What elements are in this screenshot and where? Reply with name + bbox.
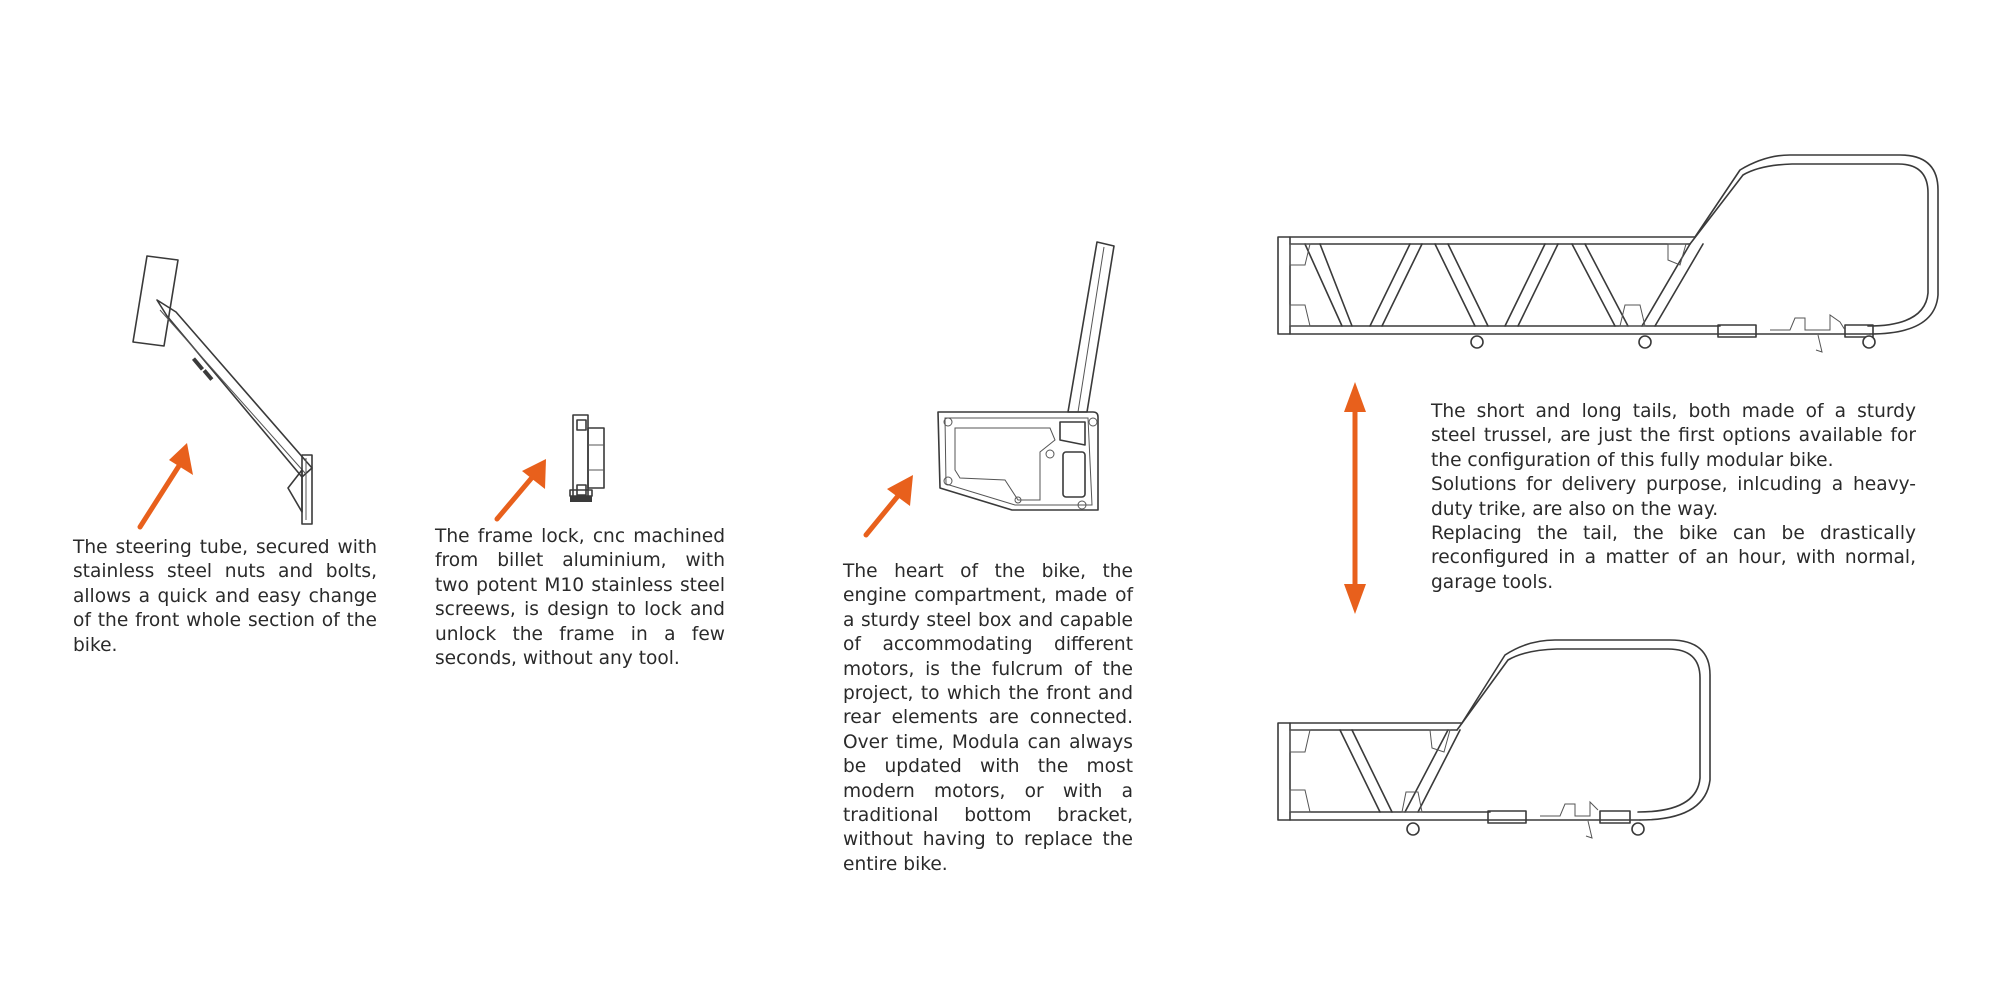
steering-tube-drawing [133,256,312,524]
steering-caption-text: The steering tube, secured with stainless steel nuts and bolts, allows a quick and easy change of the front whole section of the bike. [73,537,377,656]
tails-paragraph-1: The short and long tails, both made of a sturdy steel trussel, are just the first options available for the configuration of this fully modular bike. [1431,401,1916,471]
engine-arrow [866,475,913,535]
engine-caption-text: The heart of the bike, the engine compartment, made of a sturdy steel box and capable of accommodating different motors, is the fulcrum of the project, to which the front and rear elements are connected. Over time, Modula can always be updated with the most modern motors, or with a traditional bottom bracket, without having to replace the entire bike. [843,561,1133,875]
frame-lock-caption [435,525,725,671]
tails-caption [1431,400,1916,595]
frame-lock-arrow [497,459,546,519]
short-tail-drawing [1278,640,1710,838]
steering-arrow [140,443,193,527]
engine-compartment-drawing [938,242,1114,510]
tails-paragraph-3: Replacing the tail, the bike can be drastically reconfigured in a matter of an hour, with normal, garage tools. [1431,523,1916,593]
engine-caption [843,560,1133,877]
tails-paragraph-2: Solutions for delivery purpose, inlcuding a heavy-duty trike, are also on the way. [1431,474,1916,520]
steering-caption [73,536,377,658]
tails-double-arrow [1344,382,1366,614]
frame-lock-caption-text: The frame lock, cnc machined from billet aluminium, with two potent M10 stainless steel screews, is design to lock and unlock the frame in a few seconds, without any tool. [435,526,725,670]
long-tail-drawing [1278,155,1938,352]
frame-lock-drawing [570,415,604,502]
